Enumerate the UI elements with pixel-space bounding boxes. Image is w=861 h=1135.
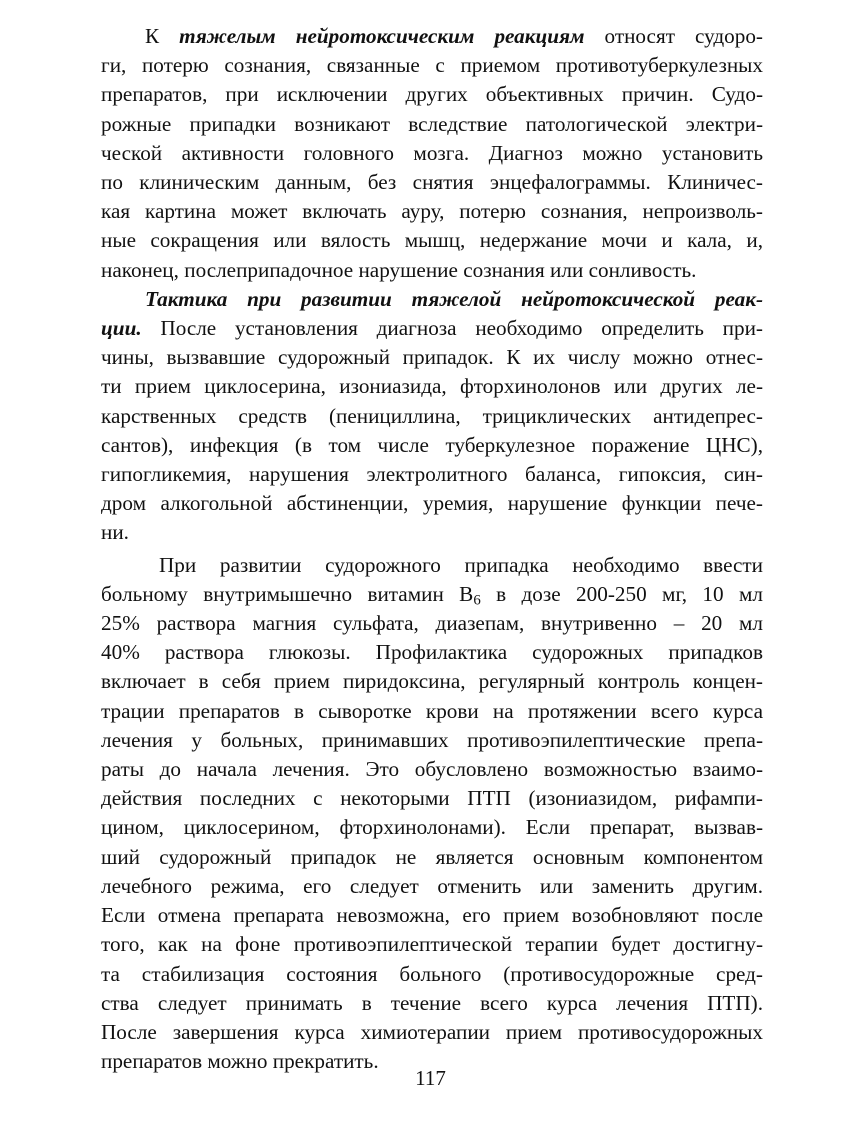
text-line: ства следует принимать в течение всего курса лечения ПТП). bbox=[101, 990, 763, 1015]
text-line: по клиническим данным, без снятия энцефалограммы. Клиничес- bbox=[101, 170, 763, 195]
text-line: карственных средств (пенициллина, трициклических антидепрес- bbox=[101, 403, 763, 428]
page-number: 117 bbox=[415, 1066, 446, 1090]
text-line: При развитии судорожного припадка необходимо ввести bbox=[159, 552, 763, 577]
text-line: ший судорожный припадок не является основным компонентом bbox=[101, 844, 763, 869]
text-line: К тяжелым нейротоксическим реакциям относят судоро- bbox=[145, 24, 763, 48]
vitamin-subscript: 6 bbox=[473, 592, 481, 609]
paragraph-treatment bbox=[101, 551, 763, 1077]
text-line: препаратов, при исключении других объективных причин. Судо- bbox=[101, 82, 763, 107]
text-line: та стабилизация состояния больного (противосудорожные сред- bbox=[101, 961, 763, 986]
text-line: ции. После установления диагноза необходимо определить при- bbox=[101, 316, 763, 341]
text-line bbox=[101, 285, 763, 314]
text-line: лечебного режима, его следует отменить или заменить другим. bbox=[101, 873, 763, 898]
section-heading: Тактика при развитии тяжелой нейротоксической реак- bbox=[145, 286, 763, 311]
text-line: ни. bbox=[101, 520, 129, 545]
text-line: больному внутримышечно витамин $В_6$ в дозе 200-250 мг, 10 мл bbox=[101, 581, 763, 609]
text-line: сантов), инфекция (в том числе туберкулезное поражение ЦНС), bbox=[101, 432, 763, 457]
paragraph-seizure-definition bbox=[101, 22, 763, 285]
text-line: Если отмена препарата невозможна, его прием возобновляют после bbox=[101, 903, 763, 928]
text-line: кая картина может включать ауру, потерю сознания, непроизволь- bbox=[101, 199, 763, 224]
text-line: ги, потерю сознания, связанные с приемом противотуберкулезных bbox=[101, 53, 763, 78]
text-line: ческой активности головного мозга. Диагноз можно установить bbox=[101, 140, 763, 165]
text-line: наконец, послеприпадочное нарушение сознания или сонливость. bbox=[101, 257, 697, 282]
text-line: включает в себя прием пиридоксина, регулярный контроль концен- bbox=[101, 669, 763, 694]
text-line: лечения у больных, принимавших противоэпилептические препа- bbox=[101, 727, 763, 752]
text-line: того, как на фоне противоэпилептической терапии будет достигну- bbox=[101, 932, 763, 957]
text-line: После завершения курса химиотерапии прием противосудорожных bbox=[101, 1019, 763, 1044]
text-line: препаратов можно прекратить. bbox=[101, 1049, 379, 1074]
text-line: гипогликемия, нарушения электролитного баланса, гипоксия, син- bbox=[101, 462, 763, 487]
text-line: рожные припадки возникают вследствие патологической электри- bbox=[101, 111, 763, 136]
text-line: 25% раствора магния сульфата, диазепам, внутривенно – 20 мл bbox=[101, 611, 763, 636]
text-line: действия последних с некоторыми ПТП (изониазидом, рифампи- bbox=[101, 786, 763, 811]
text-line: ные сокращения или вялость мышц, недержание мочи и кала, и, bbox=[101, 228, 763, 253]
text-line: раты до начала лечения. Это обусловлено возможностью взаимо- bbox=[101, 757, 763, 782]
paragraph-tactics bbox=[101, 285, 763, 548]
text-line: ти прием циклосерина, изониазида, фторхинолонов или других ле- bbox=[101, 374, 763, 399]
emphasis-term: тяжелым нейротоксическим реакциям bbox=[179, 24, 585, 48]
text-line: чины, вызвавшие судорожный припадок. К их числу можно отнес- bbox=[101, 345, 763, 370]
text-line: трации препаратов в сыворотке крови на протяжении всего курса bbox=[101, 698, 763, 723]
text-line: 40% раствора глюкозы. Профилактика судорожных припадков bbox=[101, 640, 763, 665]
text-line: цином, циклосерином, фторхинолонами). Если препарат, вызвав- bbox=[101, 815, 763, 840]
text-line: дром алкогольной абстиненции, уремия, нарушение функции пече- bbox=[101, 491, 763, 516]
section-heading-end: ции. bbox=[101, 316, 142, 341]
body-text bbox=[101, 22, 763, 1076]
